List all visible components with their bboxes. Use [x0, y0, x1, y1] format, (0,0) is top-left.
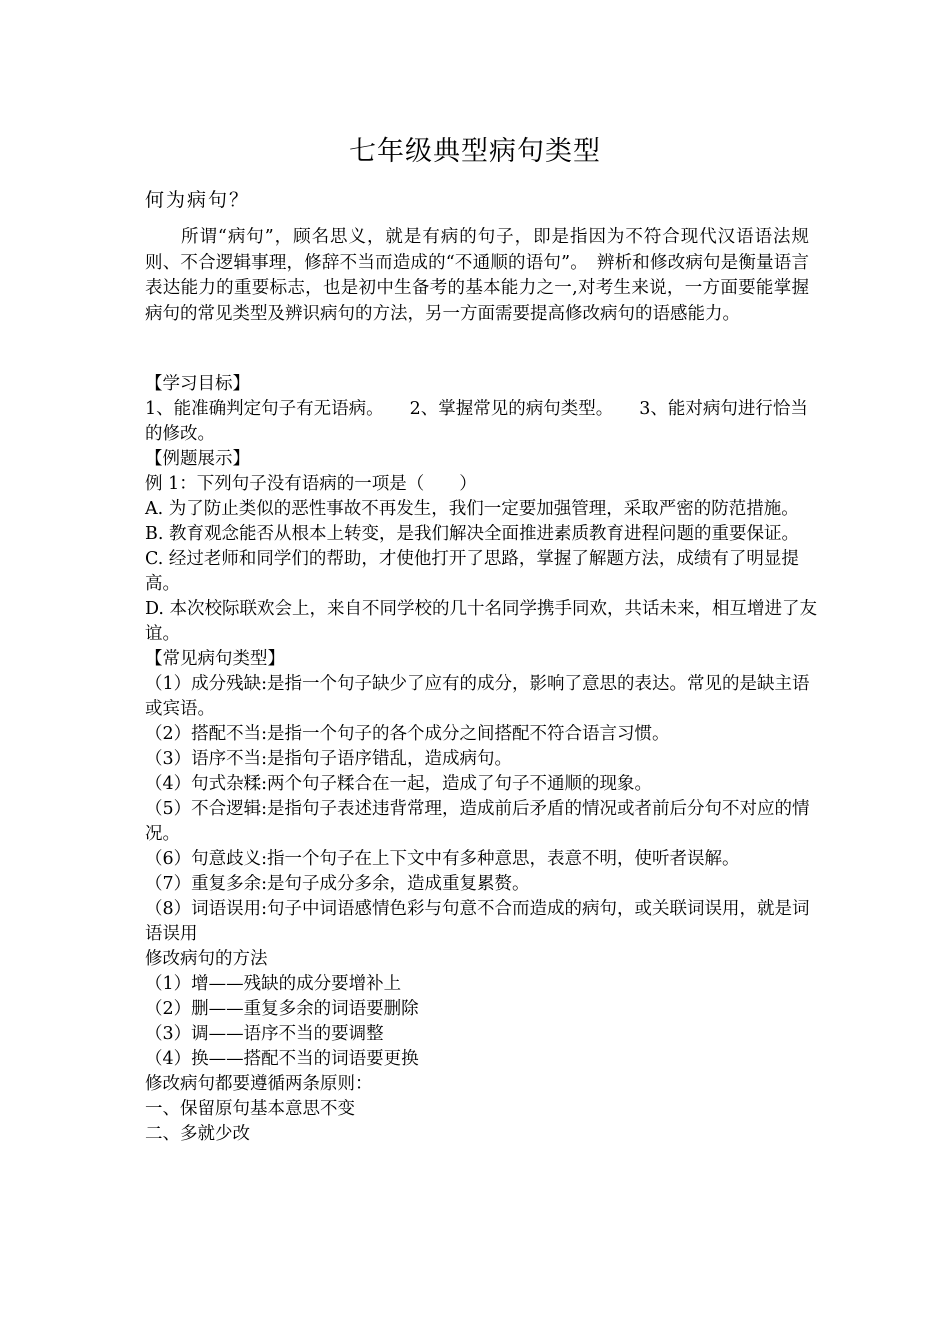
- example-option-d: D. 本次校际联欢会上，来自不同学校的几十名同学携手同欢，共话未来，相互增进了友谊。: [145, 599, 818, 644]
- principle-item-1: 一、保留原句基本意思不变: [145, 1099, 355, 1119]
- objectives-heading: 【学习目标】: [145, 374, 250, 394]
- methods-heading: 修改病句的方法: [145, 949, 268, 969]
- document-body: [145, 372, 820, 1147]
- types-heading: 【常见病句类型】: [145, 649, 285, 669]
- example-option-c: C. 经过老师和同学们的帮助，才使他打开了思路，掌握了解题方法，成绩有了明显提高。: [145, 549, 799, 594]
- type-item-6: （6）句意歧义:指一个句子在上下文中有多种意思，表意不明，使听者误解。: [145, 849, 740, 869]
- example-option-a: A. 为了防止类似的恶性事故不再发生，我们一定要加强管理，采取严密的防范措施。: [145, 499, 799, 519]
- document-title: 七年级典型病句类型: [349, 136, 601, 167]
- example-option-b: B. 教育观念能否从根本上转变，是我们解决全面推进素质教育进程问题的重要保证。: [145, 524, 799, 544]
- method-item-1: （1）增——残缺的成分要增补上: [145, 974, 402, 994]
- method-item-3: （3）调——语序不当的要调整: [145, 1024, 384, 1044]
- type-item-4: （4）句式杂糅:两个句子糅合在一起，造成了句子不通顺的现象。: [145, 774, 653, 794]
- principles-heading: 修改病句都要遵循两条原则：: [145, 1074, 373, 1094]
- type-item-7: （7）重复多余:是句子成分多余，造成重复累赘。: [145, 874, 530, 894]
- type-item-1: （1）成分残缺:是指一个句子缺少了应有的成分，影响了意思的表达。常见的是缺主语或宾语。: [145, 674, 810, 719]
- objective-3: 3、能对病句进行恰当的修改。: [145, 399, 808, 444]
- type-item-3: （3）语序不当:是指句子语序错乱，造成病句。: [145, 749, 513, 769]
- example-question: 例 1：下列句子没有语病的一项是（ ）: [145, 474, 477, 494]
- example-heading: 【例题展示】: [145, 449, 250, 469]
- objective-2: 2、掌握常见的病句类型。: [409, 399, 614, 419]
- type-item-5: （5）不合逻辑:是指句子表述违背常理，造成前后矛盾的情况或者前后分句不对应的情况。: [145, 799, 810, 844]
- objective-1: 1、能准确判定句子有无语病。: [145, 399, 384, 419]
- method-item-4: （4）换——搭配不当的词语要更换: [145, 1049, 419, 1069]
- principle-item-2: 二、多就少改: [145, 1124, 250, 1144]
- method-item-2: （2）删——重复多余的词语要删除: [145, 999, 419, 1019]
- intro-paragraph: 所谓“病句”，顾名思义，就是有病的句子，即是指因为不符合现代汉语语法规则、不合逻辑事理，修辞不当而造成的“不通顺的语句”。 辨析和修改病句是衡量语言表达能力的重要标志，也是初中生备考的基本能力之一,对考生来说，一方面要能掌握病句的常见类型及辨识病句的方法，另一方面需要提高修改病句的语感能力。: [145, 227, 809, 324]
- type-item-2: （2）搭配不当:是指一个句子的各个成分之间搭配不符合语言习惯。: [145, 724, 670, 744]
- section-subtitle: 何为病句？: [145, 189, 251, 211]
- type-item-8: （8）词语误用:句子中词语感情色彩与句意不合而造成的病句，或关联词误用，就是词语误用: [145, 899, 810, 944]
- objectives-list: [145, 397, 820, 447]
